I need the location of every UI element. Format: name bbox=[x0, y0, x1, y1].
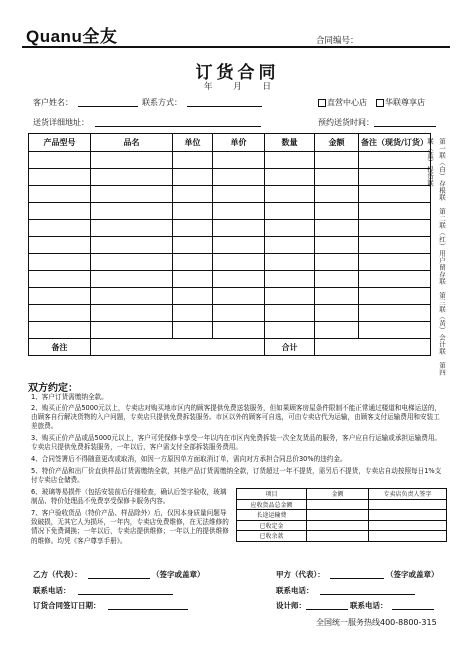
order-cell[interactable] bbox=[359, 220, 431, 237]
order-cell[interactable] bbox=[359, 169, 431, 186]
term-item: 5、特价产品和出厂价直供样品订货需缴纳全款，其他产品订货需缴纳全款，订货超过一年不提货，需另后不提货，专卖店自动按照每日1%支付专卖店仓储费。 bbox=[31, 467, 442, 485]
order-cell[interactable] bbox=[173, 271, 213, 288]
order-cell[interactable] bbox=[29, 288, 91, 305]
order-cell[interactable] bbox=[173, 305, 213, 322]
order-cell[interactable] bbox=[91, 186, 173, 203]
order-cell[interactable] bbox=[315, 271, 359, 288]
order-cell[interactable] bbox=[29, 152, 91, 169]
party-b-sign-note: （签字或盖章） bbox=[152, 570, 205, 579]
payment-row bbox=[237, 499, 447, 510]
order-cell[interactable] bbox=[29, 220, 91, 237]
payment-row bbox=[237, 531, 447, 542]
pay-signature-cell[interactable] bbox=[369, 510, 447, 521]
order-cell[interactable] bbox=[29, 203, 91, 220]
order-cell[interactable] bbox=[213, 203, 265, 220]
order-cell[interactable] bbox=[29, 322, 91, 339]
designer-label: 设计师： bbox=[276, 601, 306, 610]
payment-table bbox=[236, 488, 447, 542]
designer-field[interactable] bbox=[306, 600, 348, 610]
party-a-field[interactable] bbox=[330, 569, 384, 579]
col-amount: 金额 bbox=[315, 134, 359, 152]
order-cell[interactable] bbox=[265, 237, 315, 254]
footer-remark-label: 备注 bbox=[29, 339, 91, 356]
order-cell[interactable] bbox=[359, 288, 431, 305]
payment-row bbox=[237, 510, 447, 521]
pay-row-label: 应收货品总金额 bbox=[237, 499, 307, 510]
designer-phone-field[interactable] bbox=[392, 600, 434, 610]
order-cell[interactable] bbox=[265, 169, 315, 186]
party-b-field[interactable] bbox=[88, 569, 150, 579]
order-cell[interactable] bbox=[213, 322, 265, 339]
party-a-phone-label: 联系电话： bbox=[276, 586, 314, 595]
order-cell[interactable] bbox=[265, 305, 315, 322]
order-cell[interactable] bbox=[265, 322, 315, 339]
col-unit-price: 单价 bbox=[213, 134, 265, 152]
service-hotline: 全国统一服务热线400-8800-315 bbox=[316, 618, 437, 627]
month-label: 月 bbox=[233, 82, 242, 92]
order-table-footer bbox=[29, 339, 431, 356]
order-cell[interactable] bbox=[213, 237, 265, 254]
designer-phone-label: 联系电话： bbox=[350, 601, 388, 610]
order-cell[interactable] bbox=[213, 220, 265, 237]
pay-row-label: 已收定金 bbox=[237, 520, 307, 531]
order-cell[interactable] bbox=[91, 152, 173, 169]
footer-total-cell[interactable] bbox=[315, 339, 431, 356]
order-cell[interactable] bbox=[173, 152, 213, 169]
pay-signature-cell[interactable] bbox=[369, 531, 447, 542]
partner-store-checkbox[interactable] bbox=[376, 99, 384, 107]
copy-distribution-note: 第一联（白）存根联 第二联（红）用户留存联 第三联（黄）会计联 第四联（蓝）提货联 bbox=[426, 138, 446, 376]
order-cell[interactable] bbox=[213, 169, 265, 186]
payment-row bbox=[237, 520, 447, 531]
party-b-phone-label: 联系电话： bbox=[33, 586, 71, 595]
order-cell[interactable] bbox=[359, 271, 431, 288]
order-cell[interactable] bbox=[91, 305, 173, 322]
order-cell[interactable] bbox=[173, 169, 213, 186]
order-cell[interactable] bbox=[359, 237, 431, 254]
order-cell[interactable] bbox=[91, 271, 173, 288]
order-row bbox=[29, 203, 431, 220]
term-item: 4、合同签署后不得随意更改或取消，如因一方原因单方面取消订单，需向对方承担合同总价30%的违约金。 bbox=[31, 455, 347, 463]
order-cell[interactable] bbox=[315, 186, 359, 203]
address-label: 送货详细地址： bbox=[33, 118, 89, 127]
order-cell[interactable] bbox=[359, 254, 431, 271]
col-quantity: 数量 bbox=[265, 134, 315, 152]
delivery-time-label: 预约送货时间： bbox=[318, 118, 374, 127]
store-type-partner[interactable] bbox=[376, 97, 425, 108]
store-type-direct[interactable] bbox=[318, 97, 367, 108]
delivery-time-field[interactable] bbox=[374, 117, 436, 127]
order-cell[interactable] bbox=[213, 186, 265, 203]
order-cell[interactable] bbox=[315, 220, 359, 237]
order-cell[interactable] bbox=[173, 186, 213, 203]
order-row bbox=[29, 288, 431, 305]
order-table-header bbox=[29, 134, 431, 152]
terms-title: 双方约定： bbox=[28, 383, 78, 394]
footer-remark-cell[interactable] bbox=[91, 339, 265, 356]
pay-amount-cell[interactable] bbox=[307, 510, 369, 521]
order-cell[interactable] bbox=[213, 288, 265, 305]
customer-name-label: 客户姓名： bbox=[33, 98, 73, 107]
order-cell[interactable] bbox=[173, 220, 213, 237]
order-cell[interactable] bbox=[173, 237, 213, 254]
order-table-body bbox=[29, 152, 431, 339]
order-row bbox=[29, 322, 431, 339]
header-divider bbox=[22, 46, 450, 48]
party-b-phone-field[interactable] bbox=[78, 585, 173, 595]
partner-store-label: 华联尊享店 bbox=[385, 98, 425, 107]
contract-number-label: 合同编号： bbox=[316, 36, 359, 46]
order-cell[interactable] bbox=[265, 220, 315, 237]
order-cell[interactable] bbox=[315, 288, 359, 305]
col-model: 产品型号 bbox=[29, 134, 91, 152]
order-cell[interactable] bbox=[315, 169, 359, 186]
pay-row-label: 已收余款 bbox=[237, 531, 307, 542]
pay-signature-cell[interactable] bbox=[369, 499, 447, 510]
pay-row-label: 长途运输费 bbox=[237, 510, 307, 521]
order-cell[interactable] bbox=[213, 254, 265, 271]
order-cell[interactable] bbox=[91, 288, 173, 305]
party-a-sign-note: （签字或盖章） bbox=[386, 570, 439, 579]
party-b-label: 乙方（代表）： bbox=[33, 570, 82, 579]
direct-store-label: 直营中心店 bbox=[327, 98, 367, 107]
order-cell[interactable] bbox=[265, 288, 315, 305]
order-cell[interactable] bbox=[91, 237, 173, 254]
pay-signature-cell[interactable] bbox=[369, 520, 447, 531]
pay-amount-cell[interactable] bbox=[307, 499, 369, 510]
term-item: 6、玻璃等易损件（包括安装前后仔细检查，确认后签字验收，玻璃制品、特价处理品不免费享受保修卡服务内容。 bbox=[31, 488, 227, 506]
order-cell[interactable] bbox=[91, 169, 173, 186]
document-title: 订货合同 bbox=[195, 63, 280, 83]
order-cell[interactable] bbox=[29, 305, 91, 322]
col-remark: 备注（现货/订货） bbox=[359, 134, 431, 152]
party-a-phone-field[interactable] bbox=[320, 585, 415, 595]
term-item: 2、购买正价产品5000元以上，专卖店对购买地市区内的顾客提供免费送装服务，但如果顾客房屋条件限制不能正常通过楼道和电梯运送的，由顾客自行解决货物的入户问题，专卖店只提供免费拆装服务。市区以外的顾客可自选，可由专卖店代为运输，由顾客支付运输费用和安装工差旅费。 bbox=[31, 404, 442, 431]
order-cell[interactable] bbox=[29, 186, 91, 203]
order-cell[interactable] bbox=[29, 169, 91, 186]
address-field[interactable] bbox=[95, 117, 261, 127]
term-item: 7、客户验收货品（特价产品、样品除外）后，仅因本身质量问题导致破损，无其它人为损坏，一年内，专卖店免费维修，在无法维修的情况下免费调换；一年以后，专卖店提供维修；一年以上的提供维修的维修。均凭《客户尊享手册》。 bbox=[31, 509, 229, 545]
order-row bbox=[29, 186, 431, 203]
pay-col-signature: 专卖店负责人签字 bbox=[369, 489, 447, 500]
term-item: 3、购买正价产品或品5000元以上，客户可凭保修卡享受一年以内在市区内免费拆装一次全友货品的服务，客户应自行运输或承担运输费用。专卖店只提供免费拆装服务，一年以后，客户需支付全部拆装服务费用。 bbox=[31, 434, 442, 452]
payment-table-header bbox=[237, 489, 447, 500]
order-cell[interactable] bbox=[265, 203, 315, 220]
order-cell[interactable] bbox=[29, 254, 91, 271]
term-item: 1、客户订货需缴纳全款。 bbox=[31, 393, 108, 401]
order-cell[interactable] bbox=[265, 186, 315, 203]
order-cell[interactable] bbox=[359, 322, 431, 339]
signing-date-label: 订货合同签订日期： bbox=[33, 601, 101, 610]
order-cell[interactable] bbox=[173, 254, 213, 271]
order-cell[interactable] bbox=[91, 254, 173, 271]
order-cell[interactable] bbox=[173, 203, 213, 220]
col-product-name: 品名 bbox=[91, 134, 173, 152]
order-cell[interactable] bbox=[29, 237, 91, 254]
contact-label: 联系方式： bbox=[142, 98, 182, 107]
order-row bbox=[29, 220, 431, 237]
order-row bbox=[29, 152, 431, 169]
order-row bbox=[29, 305, 431, 322]
contract-number-line bbox=[360, 33, 448, 42]
order-cell[interactable] bbox=[213, 305, 265, 322]
order-cell[interactable] bbox=[359, 152, 431, 169]
order-cell[interactable] bbox=[265, 271, 315, 288]
order-cell[interactable] bbox=[315, 152, 359, 169]
pay-col-item: 项目 bbox=[237, 489, 307, 500]
pay-amount-cell[interactable] bbox=[307, 520, 369, 531]
col-unit: 单位 bbox=[173, 134, 213, 152]
order-cell[interactable] bbox=[315, 305, 359, 322]
order-cell[interactable] bbox=[265, 152, 315, 169]
order-cell[interactable] bbox=[315, 203, 359, 220]
order-cell[interactable] bbox=[91, 220, 173, 237]
signing-date-field[interactable] bbox=[108, 600, 188, 610]
pay-col-amount: 金额 bbox=[307, 489, 369, 500]
order-row bbox=[29, 237, 431, 254]
order-row bbox=[29, 169, 431, 186]
brand-logo: Quanu全友 bbox=[26, 27, 118, 46]
order-row bbox=[29, 254, 431, 271]
order-cell[interactable] bbox=[173, 288, 213, 305]
customer-name-field[interactable] bbox=[78, 97, 138, 107]
order-cell[interactable] bbox=[315, 322, 359, 339]
order-table bbox=[28, 133, 431, 356]
order-row bbox=[29, 271, 431, 288]
order-cell[interactable] bbox=[359, 186, 431, 203]
order-cell[interactable] bbox=[91, 322, 173, 339]
date-row bbox=[0, 80, 475, 92]
party-a-label: 甲方（代表）： bbox=[276, 570, 325, 579]
order-cell[interactable] bbox=[265, 254, 315, 271]
order-cell[interactable] bbox=[359, 203, 431, 220]
order-cell[interactable] bbox=[29, 271, 91, 288]
year-label: 年 bbox=[204, 82, 213, 92]
footer-total-label: 合计 bbox=[265, 339, 315, 356]
order-cell[interactable] bbox=[315, 237, 359, 254]
contact-field[interactable] bbox=[187, 97, 262, 107]
order-cell[interactable] bbox=[173, 322, 213, 339]
pay-amount-cell[interactable] bbox=[307, 531, 369, 542]
order-cell[interactable] bbox=[359, 305, 431, 322]
order-cell[interactable] bbox=[91, 203, 173, 220]
direct-store-checkbox[interactable] bbox=[318, 99, 326, 107]
order-cell[interactable] bbox=[315, 254, 359, 271]
order-cell[interactable] bbox=[213, 271, 265, 288]
order-cell[interactable] bbox=[213, 152, 265, 169]
day-label: 日 bbox=[262, 82, 271, 92]
